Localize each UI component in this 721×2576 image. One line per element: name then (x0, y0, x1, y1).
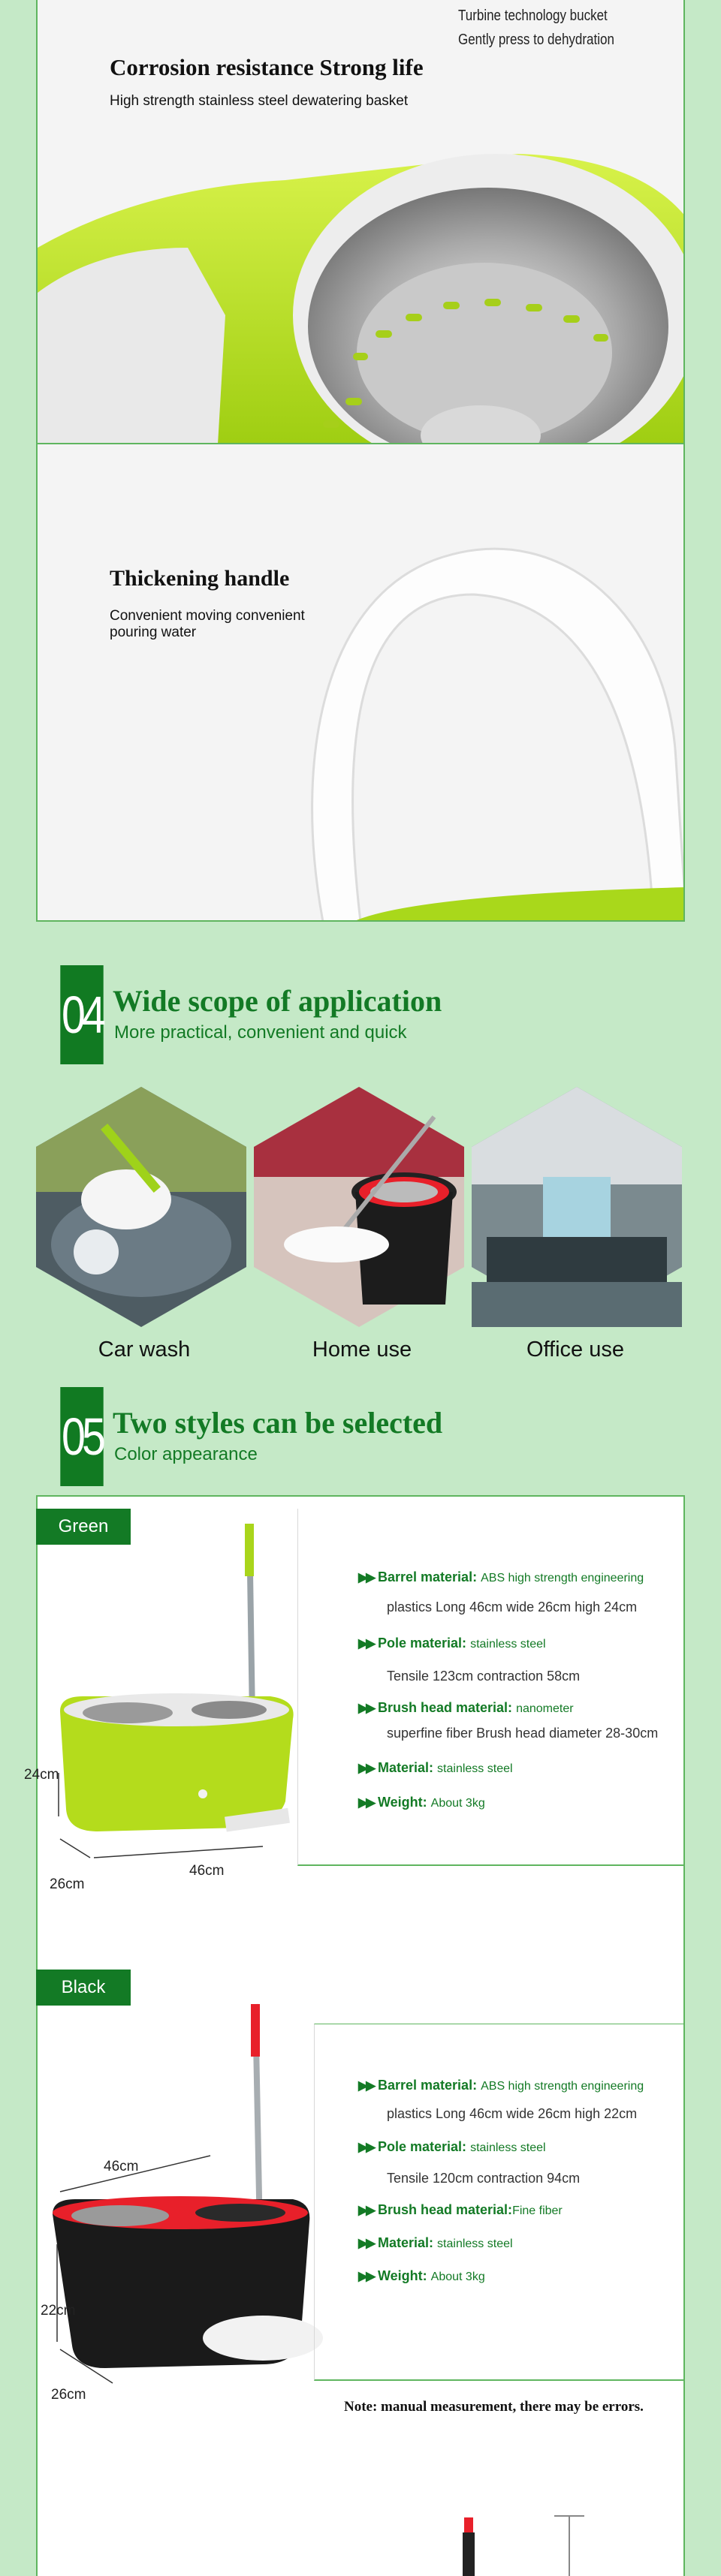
black-spec-box (314, 2024, 685, 2381)
turbine-line-2: Gently press to dehydration (458, 32, 614, 48)
section-04-badge: 04 (60, 965, 103, 1064)
green-dim-length: 46cm (189, 1863, 225, 1879)
use-label-home: Home use (312, 1338, 412, 1362)
green-spec-brush: ▶▶ Brush head material: nanometer (358, 1700, 574, 1715)
black-mop-illustration (15, 1989, 323, 2409)
black-spec-pole-line2: Tensile 120cm contraction 94cm (387, 2171, 581, 2186)
arrow-icon: ▶▶ (358, 2236, 374, 2250)
arrow-icon: ▶▶ (358, 1636, 374, 1651)
green-dim-depth: 26cm (50, 1876, 85, 1892)
use-case-hexagons (36, 1087, 689, 1335)
arrow-icon: ▶▶ (358, 2140, 374, 2154)
bottom-pole-graphic (451, 2507, 601, 2576)
green-mop-illustration (15, 1516, 308, 1891)
section-05-title: Two styles can be selected (113, 1406, 443, 1440)
black-spec-weight: ▶▶ Weight: About 3kg (358, 2268, 485, 2283)
arrow-icon: ▶▶ (358, 2203, 374, 2217)
use-label-car-wash: Car wash (98, 1338, 191, 1362)
green-dim-height: 24cm (24, 1767, 59, 1783)
arrow-icon: ▶▶ (358, 2269, 374, 2283)
home-use-image (254, 1087, 464, 1327)
black-dim-depth: 26cm (51, 2387, 86, 2403)
turbine-line-1: Turbine technology bucket (458, 8, 608, 24)
green-spec-pole: ▶▶ Pole material: stainless steel (358, 1636, 546, 1651)
basket-subtitle: High strength stainless steel dewatering basket (110, 93, 409, 109)
green-spec-pole-line2: Tensile 123cm contraction 58cm (387, 1669, 581, 1684)
green-spec-brush-line2: superfine fiber Brush head diameter 28-30cm (387, 1726, 659, 1741)
section-04-subtitle: More practical, convenient and quick (114, 1022, 407, 1043)
style-tag-black: Black (36, 1970, 131, 2006)
arrow-icon: ▶▶ (358, 1795, 374, 1810)
black-spec-brush: ▶▶ Brush head material:Fine fiber (358, 2202, 563, 2217)
green-spec-barrel-line2: plastics Long 46cm wide 26cm high 24cm (387, 1599, 638, 1615)
green-spec-box (297, 1509, 685, 1866)
section-05-badge: 05 (60, 1387, 103, 1486)
section-04-title: Wide scope of application (113, 984, 442, 1018)
arrow-icon: ▶▶ (358, 1570, 374, 1584)
style-tag-green: Green (36, 1509, 131, 1545)
handle-title: Thickening handle (110, 566, 290, 591)
black-dim-height: 22cm (41, 2303, 76, 2319)
measurement-note: Note: manual measurement, there may be errors. (344, 2399, 644, 2415)
arrow-icon: ▶▶ (358, 1701, 374, 1715)
arrow-icon: ▶▶ (358, 2078, 374, 2093)
basket-feature-panel (36, 0, 685, 444)
use-label-office: Office use (526, 1338, 625, 1362)
office-use-image (472, 1087, 682, 1327)
black-spec-pole: ▶▶ Pole material: stainless steel (358, 2139, 546, 2154)
green-spec-material: ▶▶ Material: stainless steel (358, 1760, 513, 1775)
handle-subtitle-1: Convenient moving convenient (110, 608, 305, 624)
handle-subtitle-2: pouring water (110, 624, 197, 640)
section-05-subtitle: Color appearance (114, 1444, 258, 1464)
black-spec-barrel: ▶▶ Barrel material: ABS high strength engineering (358, 2078, 644, 2093)
black-spec-material: ▶▶ Material: stainless steel (358, 2235, 513, 2250)
black-spec-barrel-line2: plastics Long 46cm wide 26cm high 22cm (387, 2106, 638, 2121)
handle-illustration (38, 444, 685, 922)
handle-feature-panel (36, 444, 685, 922)
black-dim-length: 46cm (104, 2159, 139, 2174)
car-wash-image (36, 1087, 246, 1327)
green-spec-barrel: ▶▶ Barrel material: ABS high strength engineering (358, 1569, 644, 1584)
green-spec-weight: ▶▶ Weight: About 3kg (358, 1795, 485, 1810)
basket-title: Corrosion resistance Strong life (110, 54, 424, 80)
arrow-icon: ▶▶ (358, 1761, 374, 1775)
